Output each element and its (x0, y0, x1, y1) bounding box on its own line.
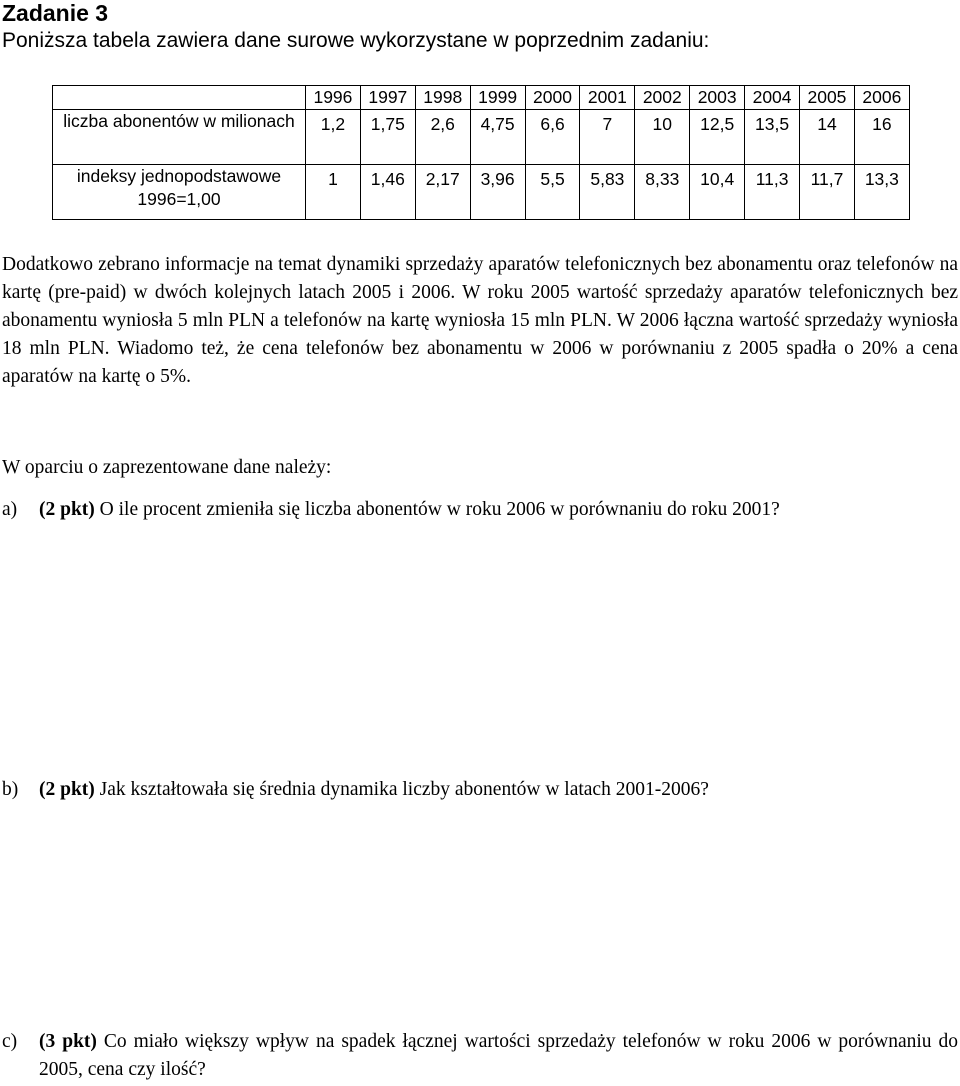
task-b (2, 776, 958, 804)
intro-text: Poniższa tabela zawiera dane surowe wykorzystane w poprzednim zadaniu: (2, 29, 710, 52)
table-cell: 1 (306, 165, 361, 220)
task-body (39, 1028, 958, 1084)
table-cell: 10 (635, 110, 690, 165)
table-cell: 1,46 (360, 165, 415, 220)
task-letter: c) (2, 1031, 18, 1052)
table-cell: 11,7 (800, 165, 855, 220)
task-body (39, 776, 958, 804)
table-cell: 2,6 (415, 110, 470, 165)
table-cell: 2,17 (415, 165, 470, 220)
table-cell: 12,5 (690, 110, 745, 165)
task-text: O ile procent zmieniła się liczba abonentów w roku 2006 w porównaniu do roku 2001? (99, 499, 780, 520)
table-cell: 10,4 (690, 165, 745, 220)
row-label: indeksy jednopodstawowe 1996=1,00 (53, 165, 306, 220)
task-text: Co miało większy wpływ na spadek łącznej wartości sprzedaży telefonów w roku 2006 w porównaniu do 2005, cena czy ilość? (39, 1031, 959, 1080)
table-row (53, 165, 910, 220)
row-label: liczba abonentów w milionach (53, 110, 306, 165)
table-cell: 14 (800, 110, 855, 165)
year-header: 2002 (635, 86, 690, 110)
table-cell: 4,75 (470, 110, 525, 165)
task-points: (3 pkt) (39, 1031, 97, 1052)
table-cell: 1,2 (306, 110, 361, 165)
table-cell: 8,33 (635, 165, 690, 220)
task-text: Jak kształtowała się średnia dynamika liczby abonentów w latach 2001-2006? (99, 779, 709, 800)
task-points: (2 pkt) (39, 779, 95, 800)
table-cell: 5,5 (525, 165, 580, 220)
task-heading: Zadanie 3 (2, 0, 109, 26)
table-cell: 16 (854, 110, 909, 165)
table-header-row (53, 86, 910, 110)
year-header: 2000 (525, 86, 580, 110)
task-a (2, 496, 958, 524)
task-letter: b) (2, 779, 19, 800)
task-c (2, 1028, 958, 1084)
instruction-paragraph: W oparciu o zaprezentowane dane należy: (2, 457, 332, 478)
year-header: 2005 (800, 86, 855, 110)
table-cell: 5,83 (580, 165, 635, 220)
year-header: 1997 (360, 86, 415, 110)
data-table (52, 85, 910, 220)
year-header: 1996 (306, 86, 361, 110)
year-header: 2001 (580, 86, 635, 110)
table-cell: 1,75 (360, 110, 415, 165)
table-cell: 13,3 (854, 165, 909, 220)
task-points: (2 pkt) (39, 499, 95, 520)
year-header: 1998 (415, 86, 470, 110)
year-header: 2006 (854, 86, 909, 110)
table-cell: 13,5 (745, 110, 800, 165)
table-corner-cell (53, 86, 306, 110)
table-cell: 7 (580, 110, 635, 165)
table-row (53, 110, 910, 165)
year-header: 2004 (745, 86, 800, 110)
table-cell: 11,3 (745, 165, 800, 220)
task-letter: a) (2, 499, 18, 520)
table-cell: 3,96 (470, 165, 525, 220)
table-cell: 6,6 (525, 110, 580, 165)
context-paragraph: Dodatkowo zebrano informacje na temat dynamiki sprzedaży aparatów telefonicznych bez abonamentu oraz telefonów na kartę (pre-paid) w dwóch kolejnych latach 2005 i 2006. W roku 2005 wartość sprzedaży aparatów telefonicznych bez abonamentu wyniosła 5 mln PLN a telefonów na kartę wyniosła 15 mln PLN. W 2006 łączna wartość sprzedaży wyniosła 18 mln PLN. Wiadomo też, że cena telefonów bez abonamentu w 2006 w porównaniu z 2005 spadła o 20% a cena aparatów na kartę o 5%. (2, 254, 958, 387)
year-header: 2003 (690, 86, 745, 110)
task-body (39, 496, 958, 524)
year-header: 1999 (470, 86, 525, 110)
